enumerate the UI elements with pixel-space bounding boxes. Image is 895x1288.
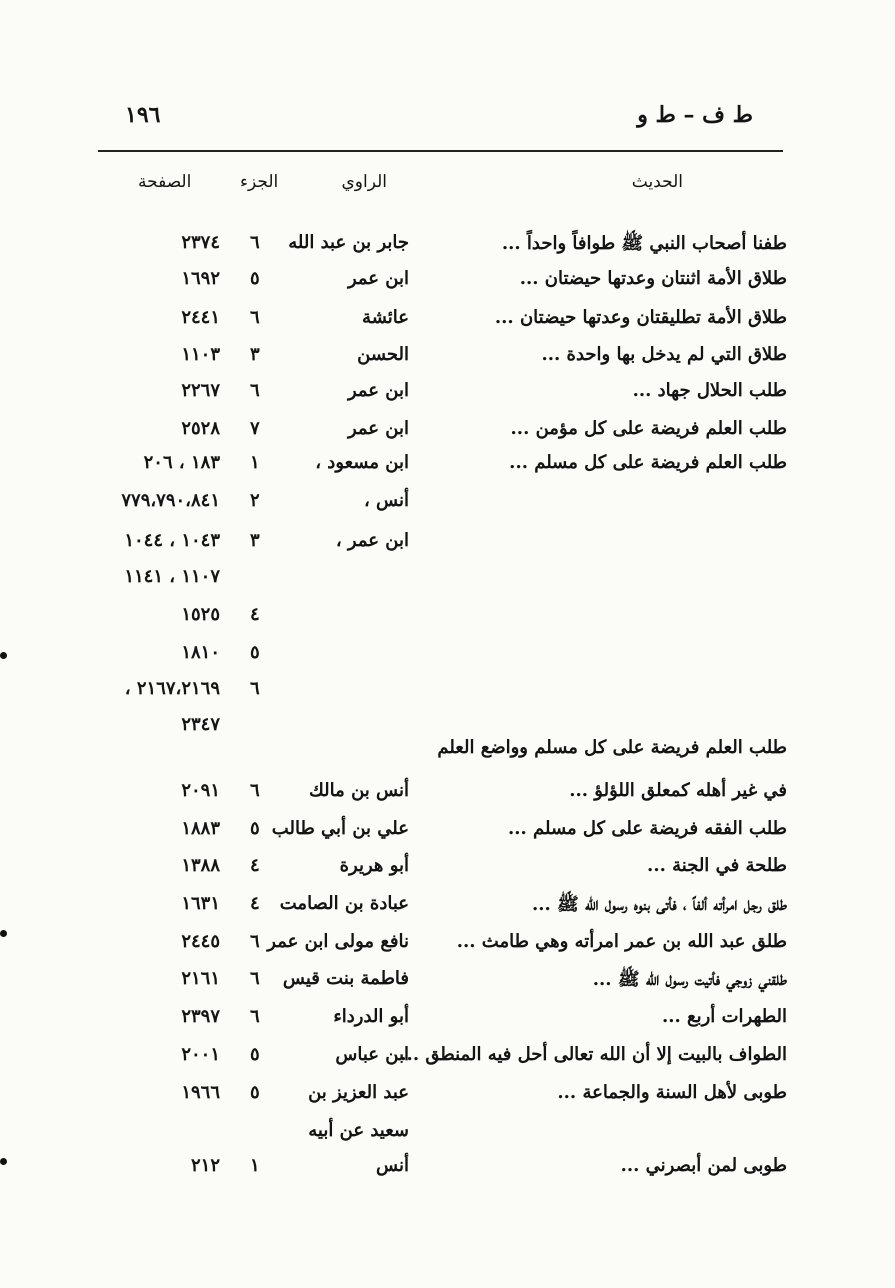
volume-number: ٤ xyxy=(250,893,260,914)
hadith-text: طلب العلم فريضة على كل مسلم وواضع العلم xyxy=(437,737,787,758)
narrator-name: ابن عمر ، xyxy=(335,530,409,551)
volume-number: ١ xyxy=(250,452,260,473)
page-numbers: ١٨٣ ، ٢٠٦ xyxy=(143,452,220,473)
hadith-text: طلقني زوجي فأتيت رسول الله ﷺ ... xyxy=(592,969,787,990)
page-numbers: ١٦٣١ xyxy=(181,893,220,914)
hadith-text: طوبى لمن أبصرني ... xyxy=(620,1155,787,1176)
volume-number: ٣ xyxy=(250,530,260,551)
volume-number: ٥ xyxy=(250,1044,260,1065)
narrator-name: ابن عمر xyxy=(347,418,409,439)
volume-number: ٦ xyxy=(250,380,260,401)
page-numbers: ١١٠٧ ، ١١٤١ xyxy=(124,566,220,587)
hadith-text: طلق رجل امرأته ألفاً ، فأتى بنوه رسول الله ﷺ ... xyxy=(531,894,787,915)
page-numbers: ٢٣٤٧ xyxy=(181,714,220,735)
hadith-text: طلب العلم فريضة على كل مؤمن ... xyxy=(510,418,787,439)
table-row xyxy=(0,931,895,961)
column-header-narrator: الراوي xyxy=(341,172,387,192)
page-numbers: ٢٤٤١ xyxy=(181,307,220,328)
page-numbers: ٢١٢ xyxy=(190,1155,220,1176)
page-numbers: ١٨٨٣ xyxy=(181,818,220,839)
column-header-volume: الجزء xyxy=(240,172,279,192)
narrator-name: علي بن أبي طالب xyxy=(271,818,409,839)
page-numbers: ٢١٦٧،٢١٦٩ ، xyxy=(124,678,220,699)
volume-number: ٣ xyxy=(250,344,260,365)
narrator-name: ابن عمر xyxy=(347,380,409,401)
column-header-page: الصفحة xyxy=(138,172,192,192)
volume-number: ٦ xyxy=(250,780,260,801)
volume-number: ١ xyxy=(250,1155,260,1176)
page-numbers: ٢٢٦٧ xyxy=(181,380,220,401)
hadith-text: طوبى لأهل السنة والجماعة ... xyxy=(557,1082,787,1103)
narrator-name: أنس xyxy=(376,1155,409,1176)
narrator-name: سعيد عن أبيه xyxy=(308,1120,409,1141)
table-row xyxy=(0,818,895,848)
page-numbers: ١١٠٣ xyxy=(181,344,220,365)
volume-number: ٦ xyxy=(250,931,260,952)
volume-number: ٦ xyxy=(250,307,260,328)
hadith-text: طلب الحلال جهاد ... xyxy=(632,380,787,401)
running-head: ط ف – ط و xyxy=(637,102,753,128)
hadith-text: الطواف بالبيت إلا أن الله تعالى أحل فيه المنطق ... xyxy=(400,1044,787,1065)
table-row xyxy=(0,380,895,410)
header-rule xyxy=(98,150,783,152)
narrator-name: الحسن xyxy=(357,344,409,365)
table-row xyxy=(0,1120,895,1150)
page-numbers: ١٦٩٢ xyxy=(181,268,220,289)
table-row xyxy=(0,268,895,298)
table-row xyxy=(0,1006,895,1036)
volume-number: ٤ xyxy=(250,855,260,876)
volume-number: ٧ xyxy=(250,418,260,439)
table-row xyxy=(0,232,895,262)
page-numbers: ١٨١٠ xyxy=(181,642,220,663)
volume-number: ٦ xyxy=(250,232,260,253)
table-row xyxy=(0,1155,895,1185)
page-numbers: ٢٤٤٥ xyxy=(181,931,220,952)
page-numbers: ١٣٨٨ xyxy=(181,855,220,876)
table-row xyxy=(0,307,895,337)
hadith-text: طلاق التي لم يدخل بها واحدة ... xyxy=(541,344,787,365)
page-numbers: ٧٧٩،٧٩٠،٨٤١ xyxy=(121,490,220,511)
volume-number: ٦ xyxy=(250,678,260,699)
table-row xyxy=(0,418,895,448)
narrator-name: ابن مسعود ، xyxy=(315,452,409,473)
volume-number: ٥ xyxy=(250,268,260,289)
hadith-text: طلق عبد الله بن عمر امرأته وهي طامث ... xyxy=(456,931,787,952)
table-row xyxy=(0,566,895,596)
table-row xyxy=(0,1082,895,1112)
table-row xyxy=(0,604,895,634)
margin-mark xyxy=(0,652,7,659)
table-row xyxy=(0,530,895,560)
narrator-name: جابر بن عبد الله xyxy=(288,232,409,253)
table-row xyxy=(0,855,895,885)
page-numbers: ٢٣٩٧ xyxy=(181,1006,220,1027)
hadith-text: طلب العلم فريضة على كل مسلم ... xyxy=(509,452,787,473)
margin-mark xyxy=(0,1158,7,1165)
hadith-text: طلحة في الجنة ... xyxy=(647,855,787,876)
table-row xyxy=(0,678,895,708)
page-numbers: ٢٣٧٤ xyxy=(181,232,220,253)
narrator-name: أبو هريرة xyxy=(339,855,409,876)
page-numbers: ٢١٦١ xyxy=(181,968,220,989)
table-row xyxy=(0,490,895,520)
narrator-name: نافع مولى ابن عمر xyxy=(267,931,409,952)
narrator-name: فاطمة بنت قيس xyxy=(282,968,409,989)
page-numbers: ٢٠٠١ xyxy=(181,1044,220,1065)
table-row xyxy=(0,642,895,672)
narrator-name: ابن عباس xyxy=(335,1044,409,1065)
hadith-text: طلاق الأمة تطليقتان وعدتها حيضتان ... xyxy=(494,307,787,328)
page-numbers: ١٩٦٦ xyxy=(181,1082,220,1103)
hadith-text: طفنا أصحاب النبي ﷺ طوافاً واحداً ... xyxy=(501,233,787,254)
volume-number: ٥ xyxy=(250,642,260,663)
page-numbers: ٢٠٩١ xyxy=(181,780,220,801)
page-numbers: ١٥٢٥ xyxy=(181,604,220,625)
page-numbers: ٢٥٢٨ xyxy=(181,418,220,439)
volume-number: ٥ xyxy=(250,818,260,839)
margin-mark xyxy=(0,930,7,937)
table-row xyxy=(0,780,895,810)
column-header-hadith: الحديث xyxy=(631,172,683,192)
hadith-text: الطهرات أربع ... xyxy=(661,1006,787,1027)
hadith-text: طلاق الأمة اثنتان وعدتها حيضتان ... xyxy=(519,268,787,289)
volume-number: ٥ xyxy=(250,1082,260,1103)
volume-number: ٢ xyxy=(250,490,260,511)
hadith-text: طلب الفقه فريضة على كل مسلم ... xyxy=(507,818,787,839)
narrator-name: أنس بن مالك xyxy=(309,780,409,801)
narrator-name: عبادة بن الصامت xyxy=(279,893,409,914)
narrator-name: ابن عمر xyxy=(347,268,409,289)
page-number: ١٩٦ xyxy=(125,102,161,128)
table-row xyxy=(0,968,895,998)
table-row xyxy=(0,452,895,482)
table-row xyxy=(0,344,895,374)
volume-number: ٤ xyxy=(250,604,260,625)
volume-number: ٦ xyxy=(250,1006,260,1027)
narrator-name: عبد العزيز بن xyxy=(308,1082,409,1103)
page-numbers: ١٠٤٣ ، ١٠٤٤ xyxy=(124,530,220,551)
narrator-name: أبو الدرداء xyxy=(333,1006,409,1027)
table-row xyxy=(0,737,895,767)
hadith-text: في غير أهله كمعلق اللؤلؤ ... xyxy=(569,780,787,801)
table-row xyxy=(0,1044,895,1074)
table-row xyxy=(0,893,895,923)
narrator-name: عائشة xyxy=(362,307,409,328)
volume-number: ٦ xyxy=(250,968,260,989)
narrator-name: أنس ، xyxy=(363,490,409,511)
